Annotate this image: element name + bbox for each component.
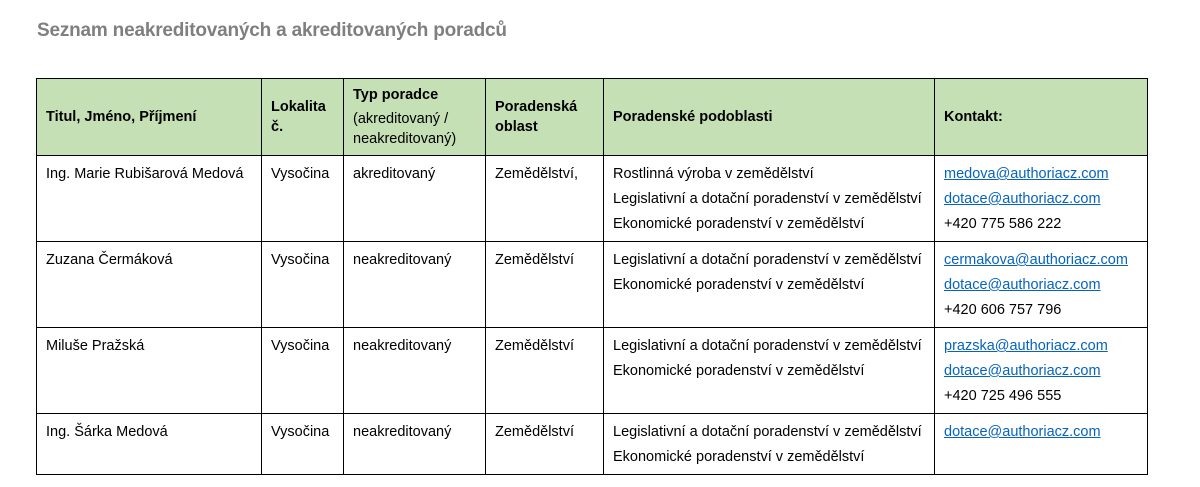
- cell-name: Ing. Šárka Medová: [37, 414, 262, 475]
- cell-subareas: [604, 328, 935, 414]
- table-row: [37, 414, 1148, 475]
- phone-number: +420 606 757 796: [944, 302, 1062, 318]
- advisors-table: [36, 78, 1148, 475]
- subarea-item: Ekonomické poradenství v zemědělství: [613, 449, 865, 465]
- subarea-item: Ekonomické poradenství v zemědělství: [613, 277, 865, 293]
- email-link[interactable]: dotace@authoriacz.com: [944, 277, 1101, 293]
- cell-locality: Vysočina: [262, 242, 344, 328]
- cell-type: neakreditovaný: [344, 414, 486, 475]
- header-locality: Lokalita č.: [262, 79, 344, 156]
- phone-number: +420 775 586 222: [944, 216, 1062, 232]
- header-contact: Kontakt:: [935, 79, 1148, 156]
- subarea-item: Legislativní a dotační poradenství v zemědělství: [613, 424, 922, 440]
- cell-contact: [935, 414, 1148, 475]
- cell-area: Zemědělství: [486, 414, 604, 475]
- email-link[interactable]: prazska@authoriacz.com: [944, 338, 1108, 354]
- phone-number: +420 725 496 555: [944, 388, 1062, 404]
- header-type: Typ poradce (akreditovaný / neakreditovaný): [344, 79, 486, 156]
- subarea-item: Ekonomické poradenství v zemědělství: [613, 363, 865, 379]
- cell-name: Zuzana Čermáková: [37, 242, 262, 328]
- cell-area: Zemědělství,: [486, 156, 604, 242]
- email-link[interactable]: dotace@authoriacz.com: [944, 191, 1101, 207]
- cell-type: akreditovaný: [344, 156, 486, 242]
- cell-locality: Vysočina: [262, 156, 344, 242]
- subarea-item: Ekonomické poradenství v zemědělství: [613, 216, 865, 232]
- page-title: Seznam neakreditovaných a akreditovaných poradců: [37, 20, 507, 41]
- email-link[interactable]: dotace@authoriacz.com: [944, 363, 1101, 379]
- cell-locality: Vysočina: [262, 328, 344, 414]
- cell-subareas: [604, 414, 935, 475]
- cell-area: Zemědělství: [486, 328, 604, 414]
- cell-subareas: [604, 156, 935, 242]
- table-row: [37, 328, 1148, 414]
- email-link[interactable]: dotace@authoriacz.com: [944, 424, 1101, 440]
- cell-contact: [935, 242, 1148, 328]
- cell-name: Ing. Marie Rubišarová Medová: [37, 156, 262, 242]
- cell-subareas: [604, 242, 935, 328]
- email-link[interactable]: medova@authoriacz.com: [944, 166, 1109, 182]
- table-row: [37, 242, 1148, 328]
- subarea-item: Legislativní a dotační poradenství v zemědělství: [613, 252, 922, 268]
- cell-name: Miluše Pražská: [37, 328, 262, 414]
- cell-area: Zemědělství: [486, 242, 604, 328]
- subarea-item: Legislativní a dotační poradenství v zemědělství: [613, 191, 922, 207]
- subarea-item: Legislativní a dotační poradenství v zemědělství: [613, 338, 922, 354]
- header-subareas: Poradenské podoblasti: [604, 79, 935, 156]
- table-row: [37, 156, 1148, 242]
- email-link[interactable]: cermakova@authoriacz.com: [944, 252, 1128, 268]
- table-header-row: [37, 79, 1148, 156]
- subarea-item: Rostlinná výroba v zemědělství: [613, 166, 814, 182]
- header-area: Poradenská oblast: [486, 79, 604, 156]
- cell-contact: [935, 328, 1148, 414]
- cell-locality: Vysočina: [262, 414, 344, 475]
- cell-contact: [935, 156, 1148, 242]
- header-type-subtitle: (akreditovaný / neakreditovaný): [353, 111, 457, 147]
- cell-type: neakreditovaný: [344, 328, 486, 414]
- header-name: Titul, Jméno, Příjmení: [37, 79, 262, 156]
- cell-type: neakreditovaný: [344, 242, 486, 328]
